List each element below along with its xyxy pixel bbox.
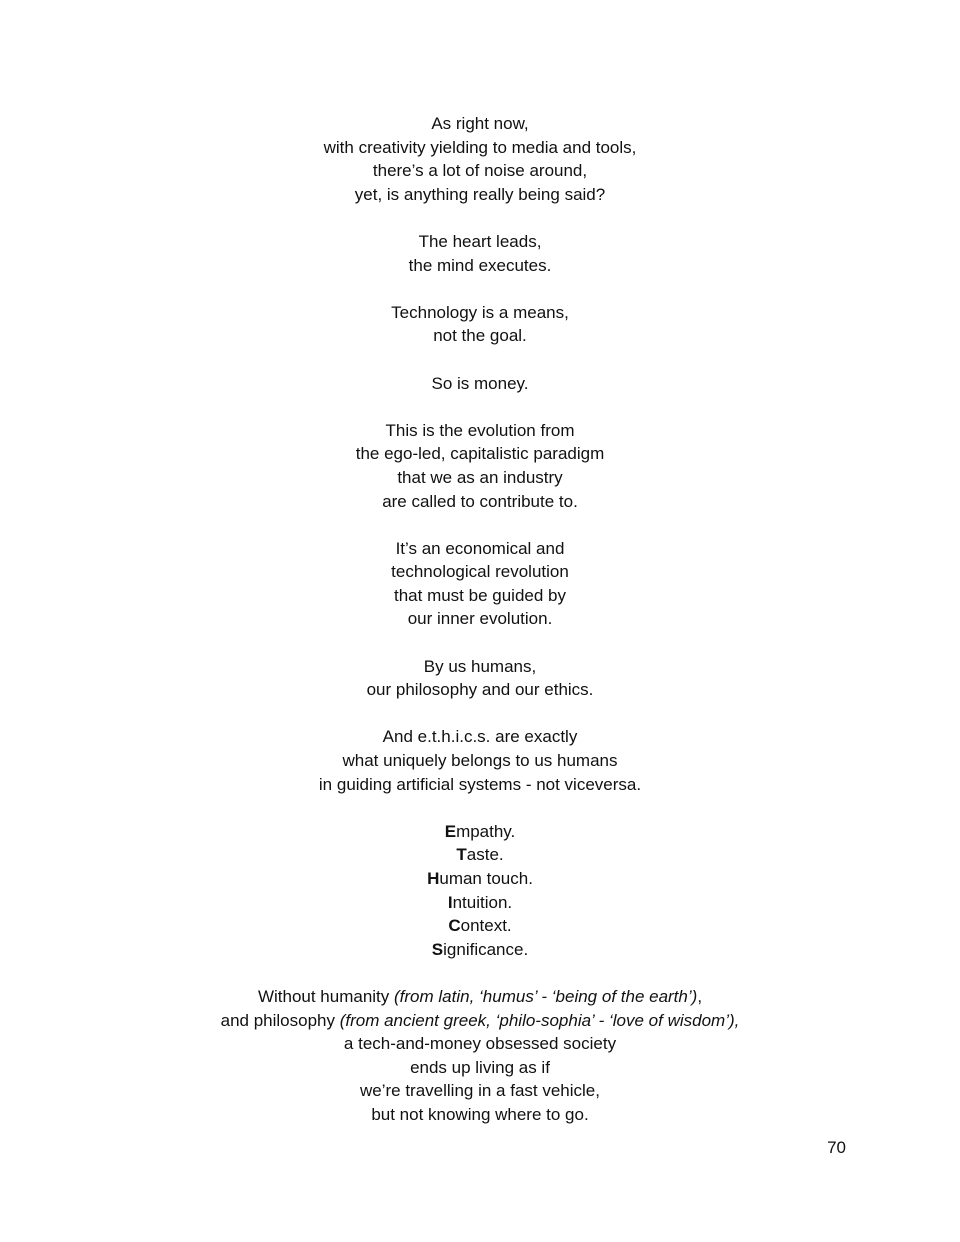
acrostic-initial: C [448, 916, 461, 936]
acrostic-rest: ignificance. [443, 939, 529, 959]
poem-body [0, 112, 960, 1150]
stanza [0, 419, 960, 513]
line-text: , [697, 986, 703, 1006]
poem-line: there’s a lot of noise around, [372, 161, 588, 181]
poem-line: what uniquely belongs to us humans [342, 751, 618, 771]
poem-line: By us humans, [423, 656, 537, 676]
poem-line: It’s an economical and [395, 538, 565, 558]
closing-stanza [0, 985, 960, 1127]
poem-line: with creativity yielding to media and tools, [323, 137, 637, 157]
stanza [0, 230, 960, 277]
poem-line: As right now, [431, 114, 529, 133]
acrostic-line-intuition [0, 891, 960, 915]
poem-line: This is the evolution from [385, 420, 575, 440]
stanza [0, 725, 960, 796]
ethics-acrostic [0, 820, 960, 962]
acrostic-rest: aste. [466, 845, 504, 865]
line-text: , [734, 1010, 740, 1030]
poem-line: the mind executes. [408, 255, 552, 275]
poem-line: ends up living as if [410, 1057, 550, 1077]
poem-line: our philosophy and our ethics. [366, 680, 594, 700]
page-number: 70 [827, 1138, 846, 1157]
acrostic-line-taste [0, 843, 960, 867]
stanza [0, 537, 960, 631]
acrostic-line-context [0, 914, 960, 938]
poem-line: a tech-and-money obsessed society [343, 1034, 617, 1054]
etymology-note: (from latin, ‘humus’ - ‘being of the earth’) [394, 986, 698, 1006]
acrostic-rest: mpathy. [456, 821, 516, 841]
poem-line: yet, is anything really being said? [354, 184, 606, 204]
acrostic-initial: S [431, 939, 444, 959]
acrostic-initial: I [447, 892, 453, 912]
poem-line: technological revolution [391, 562, 569, 582]
acrostic-line-human-touch [0, 867, 960, 891]
acrostic-rest: uman touch. [439, 869, 533, 888]
poem-line: the ego-led, capitalistic paradigm [355, 444, 605, 464]
poem-line: are called to contribute to. [382, 491, 578, 511]
poem-line: in guiding artificial systems - not viceversa. [318, 774, 642, 794]
acrostic-line-significance [0, 938, 960, 962]
stanza [0, 655, 960, 702]
poem-line: that we as an industry [397, 467, 563, 487]
acrostic-initial: H [427, 869, 440, 888]
etymology-note: (from ancient greek, ‘philo-sophia’ - ‘love of wisdom’) [339, 1010, 735, 1030]
poem-line [0, 985, 960, 1009]
poem-line: our inner evolution. [407, 609, 553, 629]
stanza [0, 372, 960, 396]
stanza [0, 301, 960, 348]
stanza [0, 112, 960, 206]
poem-line: but not knowing where to go. [371, 1104, 589, 1124]
poem-line: not the goal. [433, 326, 527, 346]
poem-line: we’re travelling in a fast vehicle, [359, 1081, 600, 1101]
line-text: Without humanity [257, 986, 394, 1006]
acrostic-line-empathy [0, 820, 960, 844]
acrostic-rest: ntuition. [452, 892, 513, 912]
line-text: and philosophy [220, 1010, 340, 1030]
poem-line: that must be guided by [393, 585, 566, 605]
acrostic-rest: ontext. [460, 916, 512, 936]
poem-line: Technology is a means, [391, 302, 569, 322]
acrostic-initial: T [456, 845, 467, 865]
poem-line: The heart leads, [418, 231, 542, 251]
acrostic-initial: E [444, 821, 457, 841]
poem-line [0, 1009, 960, 1033]
poem-line: And e.t.h.i.c.s. are exactly [382, 727, 578, 747]
poem-line: So is money. [431, 373, 529, 393]
